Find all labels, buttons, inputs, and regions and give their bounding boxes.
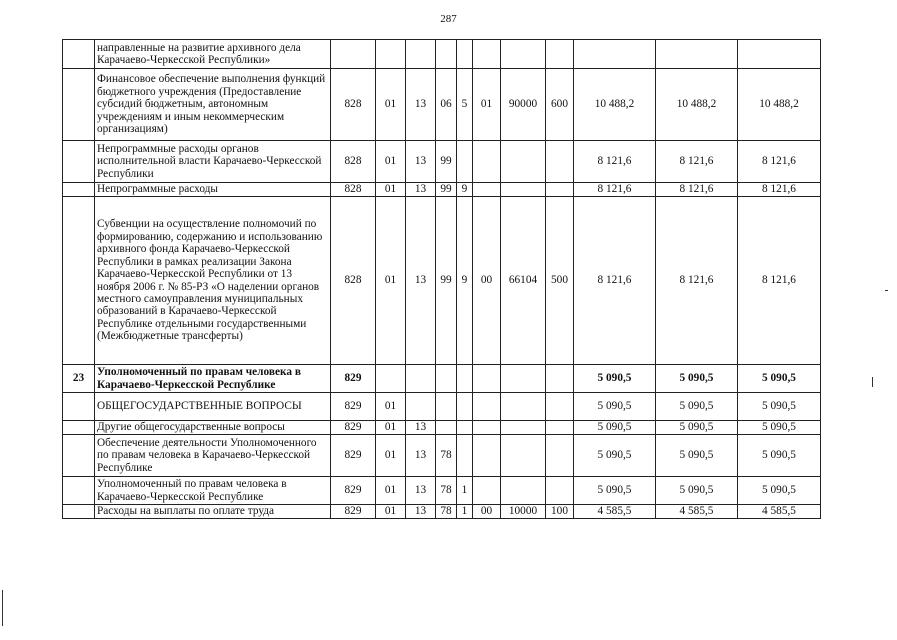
amount-cell-3: [738, 40, 821, 69]
item-name-cell: Субвенции на осуществление полномочий по формированию, содержанию и использованию архивного фонда Карачаево-Черкесской Республики в рамках реализации Закона Карачаево-Черкесской Республики от 13 ноября 2006 г. № 85-РЗ «О наделении органов местного самоуправления муниципальных образований в Карачаево-Черкесской Республике отдельными государственными (Межбюджетные трансферты): [95, 197, 331, 365]
table-row: [63, 183, 821, 197]
item-name-cell: Непрограммные расходы органов исполнительной власти Карачаево-Черкесской Республики: [95, 141, 331, 183]
ministry-code-cell: 828: [331, 141, 376, 183]
amount-cell-1: 8 121,6: [574, 197, 656, 365]
amount-cell-3: 5 090,5: [738, 365, 821, 393]
page-number: 287: [440, 13, 457, 25]
table-row: [63, 69, 821, 141]
table-row: [63, 477, 821, 505]
item-name-cell: Уполномоченный по правам человека в Карачаево-Черкесской Республике: [95, 365, 331, 393]
subsection-code-cell: 13: [406, 197, 436, 365]
row-number-cell: [63, 197, 95, 365]
direction-code-cell: [501, 183, 546, 197]
program-code-cell: 06: [436, 69, 457, 141]
measure-code-cell: [473, 477, 501, 505]
amount-cell-1: [574, 40, 656, 69]
program-code-cell: 78: [436, 477, 457, 505]
item-name-cell: Другие общегосударственные вопросы: [95, 421, 331, 435]
subprogram-code-cell: [457, 365, 473, 393]
subprogram-code-cell: 1: [457, 477, 473, 505]
row-number-cell: [63, 477, 95, 505]
item-name-cell: Уполномоченный по правам человека в Карачаево-Черкесской Республике: [95, 477, 331, 505]
amount-cell-2: 5 090,5: [656, 365, 738, 393]
direction-code-cell: [501, 435, 546, 477]
amount-cell-2: 10 488,2: [656, 69, 738, 141]
expense-type-code-cell: [546, 421, 574, 435]
expense-type-code-cell: 500: [546, 197, 574, 365]
ministry-code-cell: 829: [331, 435, 376, 477]
amount-cell-3: 8 121,6: [738, 141, 821, 183]
table-row: [63, 435, 821, 477]
amount-cell-2: 4 585,5: [656, 505, 738, 519]
table-row: [63, 141, 821, 183]
table-row: [63, 40, 821, 69]
measure-code-cell: 00: [473, 197, 501, 365]
row-number-cell: [63, 435, 95, 477]
program-code-cell: [436, 421, 457, 435]
direction-code-cell: [501, 141, 546, 183]
amount-cell-2: 8 121,6: [656, 183, 738, 197]
amount-cell-2: 5 090,5: [656, 421, 738, 435]
subprogram-code-cell: 9: [457, 183, 473, 197]
margin-mark: [885, 290, 888, 291]
row-number-cell: [63, 40, 95, 69]
amount-cell-3: 10 488,2: [738, 69, 821, 141]
amount-cell-2: 5 090,5: [656, 435, 738, 477]
subsection-code-cell: [406, 393, 436, 421]
subprogram-code-cell: 5: [457, 69, 473, 141]
table-row: [63, 421, 821, 435]
item-name-cell: Расходы на выплаты по оплате труда: [95, 505, 331, 519]
direction-code-cell: [501, 393, 546, 421]
program-code-cell: 99: [436, 141, 457, 183]
ministry-code-cell: 828: [331, 197, 376, 365]
direction-code-cell: 66104: [501, 197, 546, 365]
margin-mark: [2, 590, 3, 626]
section-code-cell: 01: [376, 69, 406, 141]
program-code-cell: 78: [436, 435, 457, 477]
ministry-code-cell: 829: [331, 365, 376, 393]
section-code-cell: 01: [376, 435, 406, 477]
row-number-cell: [63, 505, 95, 519]
section-code-cell: 01: [376, 197, 406, 365]
table-row: [63, 393, 821, 421]
row-number-cell: [63, 69, 95, 141]
section-code-cell: 01: [376, 141, 406, 183]
subsection-code-cell: 13: [406, 183, 436, 197]
subprogram-code-cell: [457, 435, 473, 477]
amount-cell-1: 8 121,6: [574, 141, 656, 183]
amount-cell-3: 8 121,6: [738, 183, 821, 197]
amount-cell-1: 5 090,5: [574, 435, 656, 477]
subprogram-code-cell: [457, 40, 473, 69]
row-number-cell: [63, 183, 95, 197]
program-code-cell: 99: [436, 183, 457, 197]
amount-cell-1: 5 090,5: [574, 365, 656, 393]
program-code-cell: [436, 365, 457, 393]
program-code-cell: [436, 393, 457, 421]
ministry-code-cell: 829: [331, 393, 376, 421]
expense-type-code-cell: [546, 477, 574, 505]
section-code-cell: 01: [376, 477, 406, 505]
subprogram-code-cell: [457, 393, 473, 421]
direction-code-cell: [501, 421, 546, 435]
amount-cell-1: 4 585,5: [574, 505, 656, 519]
subsection-code-cell: 13: [406, 477, 436, 505]
section-code-cell: 01: [376, 421, 406, 435]
amount-cell-1: 5 090,5: [574, 421, 656, 435]
amount-cell-3: 5 090,5: [738, 393, 821, 421]
ministry-code-cell: 828: [331, 69, 376, 141]
table-row: [63, 197, 821, 365]
ministry-code-cell: 829: [331, 505, 376, 519]
direction-code-cell: [501, 365, 546, 393]
measure-code-cell: [473, 435, 501, 477]
expense-type-code-cell: [546, 393, 574, 421]
amount-cell-1: 8 121,6: [574, 183, 656, 197]
section-code-cell: 01: [376, 505, 406, 519]
direction-code-cell: [501, 477, 546, 505]
subsection-code-cell: 13: [406, 69, 436, 141]
margin-mark: [872, 377, 873, 387]
subprogram-code-cell: 1: [457, 505, 473, 519]
subprogram-code-cell: [457, 141, 473, 183]
row-number-cell: 23: [63, 365, 95, 393]
subprogram-code-cell: [457, 421, 473, 435]
budget-table: [62, 39, 821, 519]
amount-cell-2: 8 121,6: [656, 197, 738, 365]
section-code-cell: [376, 365, 406, 393]
ministry-code-cell: 829: [331, 477, 376, 505]
item-name-cell: ОБЩЕГОСУДАРСТВЕННЫЕ ВОПРОСЫ: [95, 393, 331, 421]
program-code-cell: [436, 40, 457, 69]
ministry-code-cell: 828: [331, 183, 376, 197]
expense-type-code-cell: [546, 40, 574, 69]
amount-cell-3: 5 090,5: [738, 421, 821, 435]
measure-code-cell: [473, 141, 501, 183]
amount-cell-2: 5 090,5: [656, 477, 738, 505]
subsection-code-cell: 13: [406, 505, 436, 519]
measure-code-cell: [473, 393, 501, 421]
ministry-code-cell: 829: [331, 421, 376, 435]
section-code-cell: 01: [376, 393, 406, 421]
table-body: [63, 40, 821, 519]
subsection-code-cell: 13: [406, 435, 436, 477]
measure-code-cell: [473, 421, 501, 435]
amount-cell-3: 4 585,5: [738, 505, 821, 519]
direction-code-cell: [501, 40, 546, 69]
row-number-cell: [63, 393, 95, 421]
item-name-cell: Финансовое обеспечение выполнения функций бюджетного учреждения (Предоставление субсидий бюджетным, автономным учреждениям и иным некоммерческим организациям): [95, 69, 331, 141]
measure-code-cell: [473, 365, 501, 393]
direction-code-cell: 90000: [501, 69, 546, 141]
subsection-code-cell: [406, 365, 436, 393]
measure-code-cell: 00: [473, 505, 501, 519]
section-code-cell: 01: [376, 183, 406, 197]
amount-cell-2: 5 090,5: [656, 393, 738, 421]
amount-cell-1: 5 090,5: [574, 393, 656, 421]
subprogram-code-cell: 9: [457, 197, 473, 365]
amount-cell-2: [656, 40, 738, 69]
item-name-cell: Непрограммные расходы: [95, 183, 331, 197]
table-row: [63, 365, 821, 393]
ministry-code-cell: [331, 40, 376, 69]
amount-cell-3: 8 121,6: [738, 197, 821, 365]
measure-code-cell: [473, 183, 501, 197]
expense-type-code-cell: 100: [546, 505, 574, 519]
section-code-cell: [376, 40, 406, 69]
amount-cell-3: 5 090,5: [738, 435, 821, 477]
measure-code-cell: 01: [473, 69, 501, 141]
expense-type-code-cell: 600: [546, 69, 574, 141]
expense-type-code-cell: [546, 365, 574, 393]
expense-type-code-cell: [546, 141, 574, 183]
amount-cell-1: 5 090,5: [574, 477, 656, 505]
program-code-cell: 99: [436, 197, 457, 365]
direction-code-cell: 10000: [501, 505, 546, 519]
subsection-code-cell: 13: [406, 141, 436, 183]
row-number-cell: [63, 421, 95, 435]
item-name-cell: направленные на развитие архивного дела Карачаево-Черкесской Республики»: [95, 40, 331, 69]
program-code-cell: 78: [436, 505, 457, 519]
amount-cell-3: 5 090,5: [738, 477, 821, 505]
measure-code-cell: [473, 40, 501, 69]
item-name-cell: Обеспечение деятельности Уполномоченного по правам человека в Карачаево-Черкесской Республике: [95, 435, 331, 477]
table-row: [63, 505, 821, 519]
expense-type-code-cell: [546, 435, 574, 477]
expense-type-code-cell: [546, 183, 574, 197]
subsection-code-cell: [406, 40, 436, 69]
subsection-code-cell: 13: [406, 421, 436, 435]
row-number-cell: [63, 141, 95, 183]
amount-cell-1: 10 488,2: [574, 69, 656, 141]
amount-cell-2: 8 121,6: [656, 141, 738, 183]
